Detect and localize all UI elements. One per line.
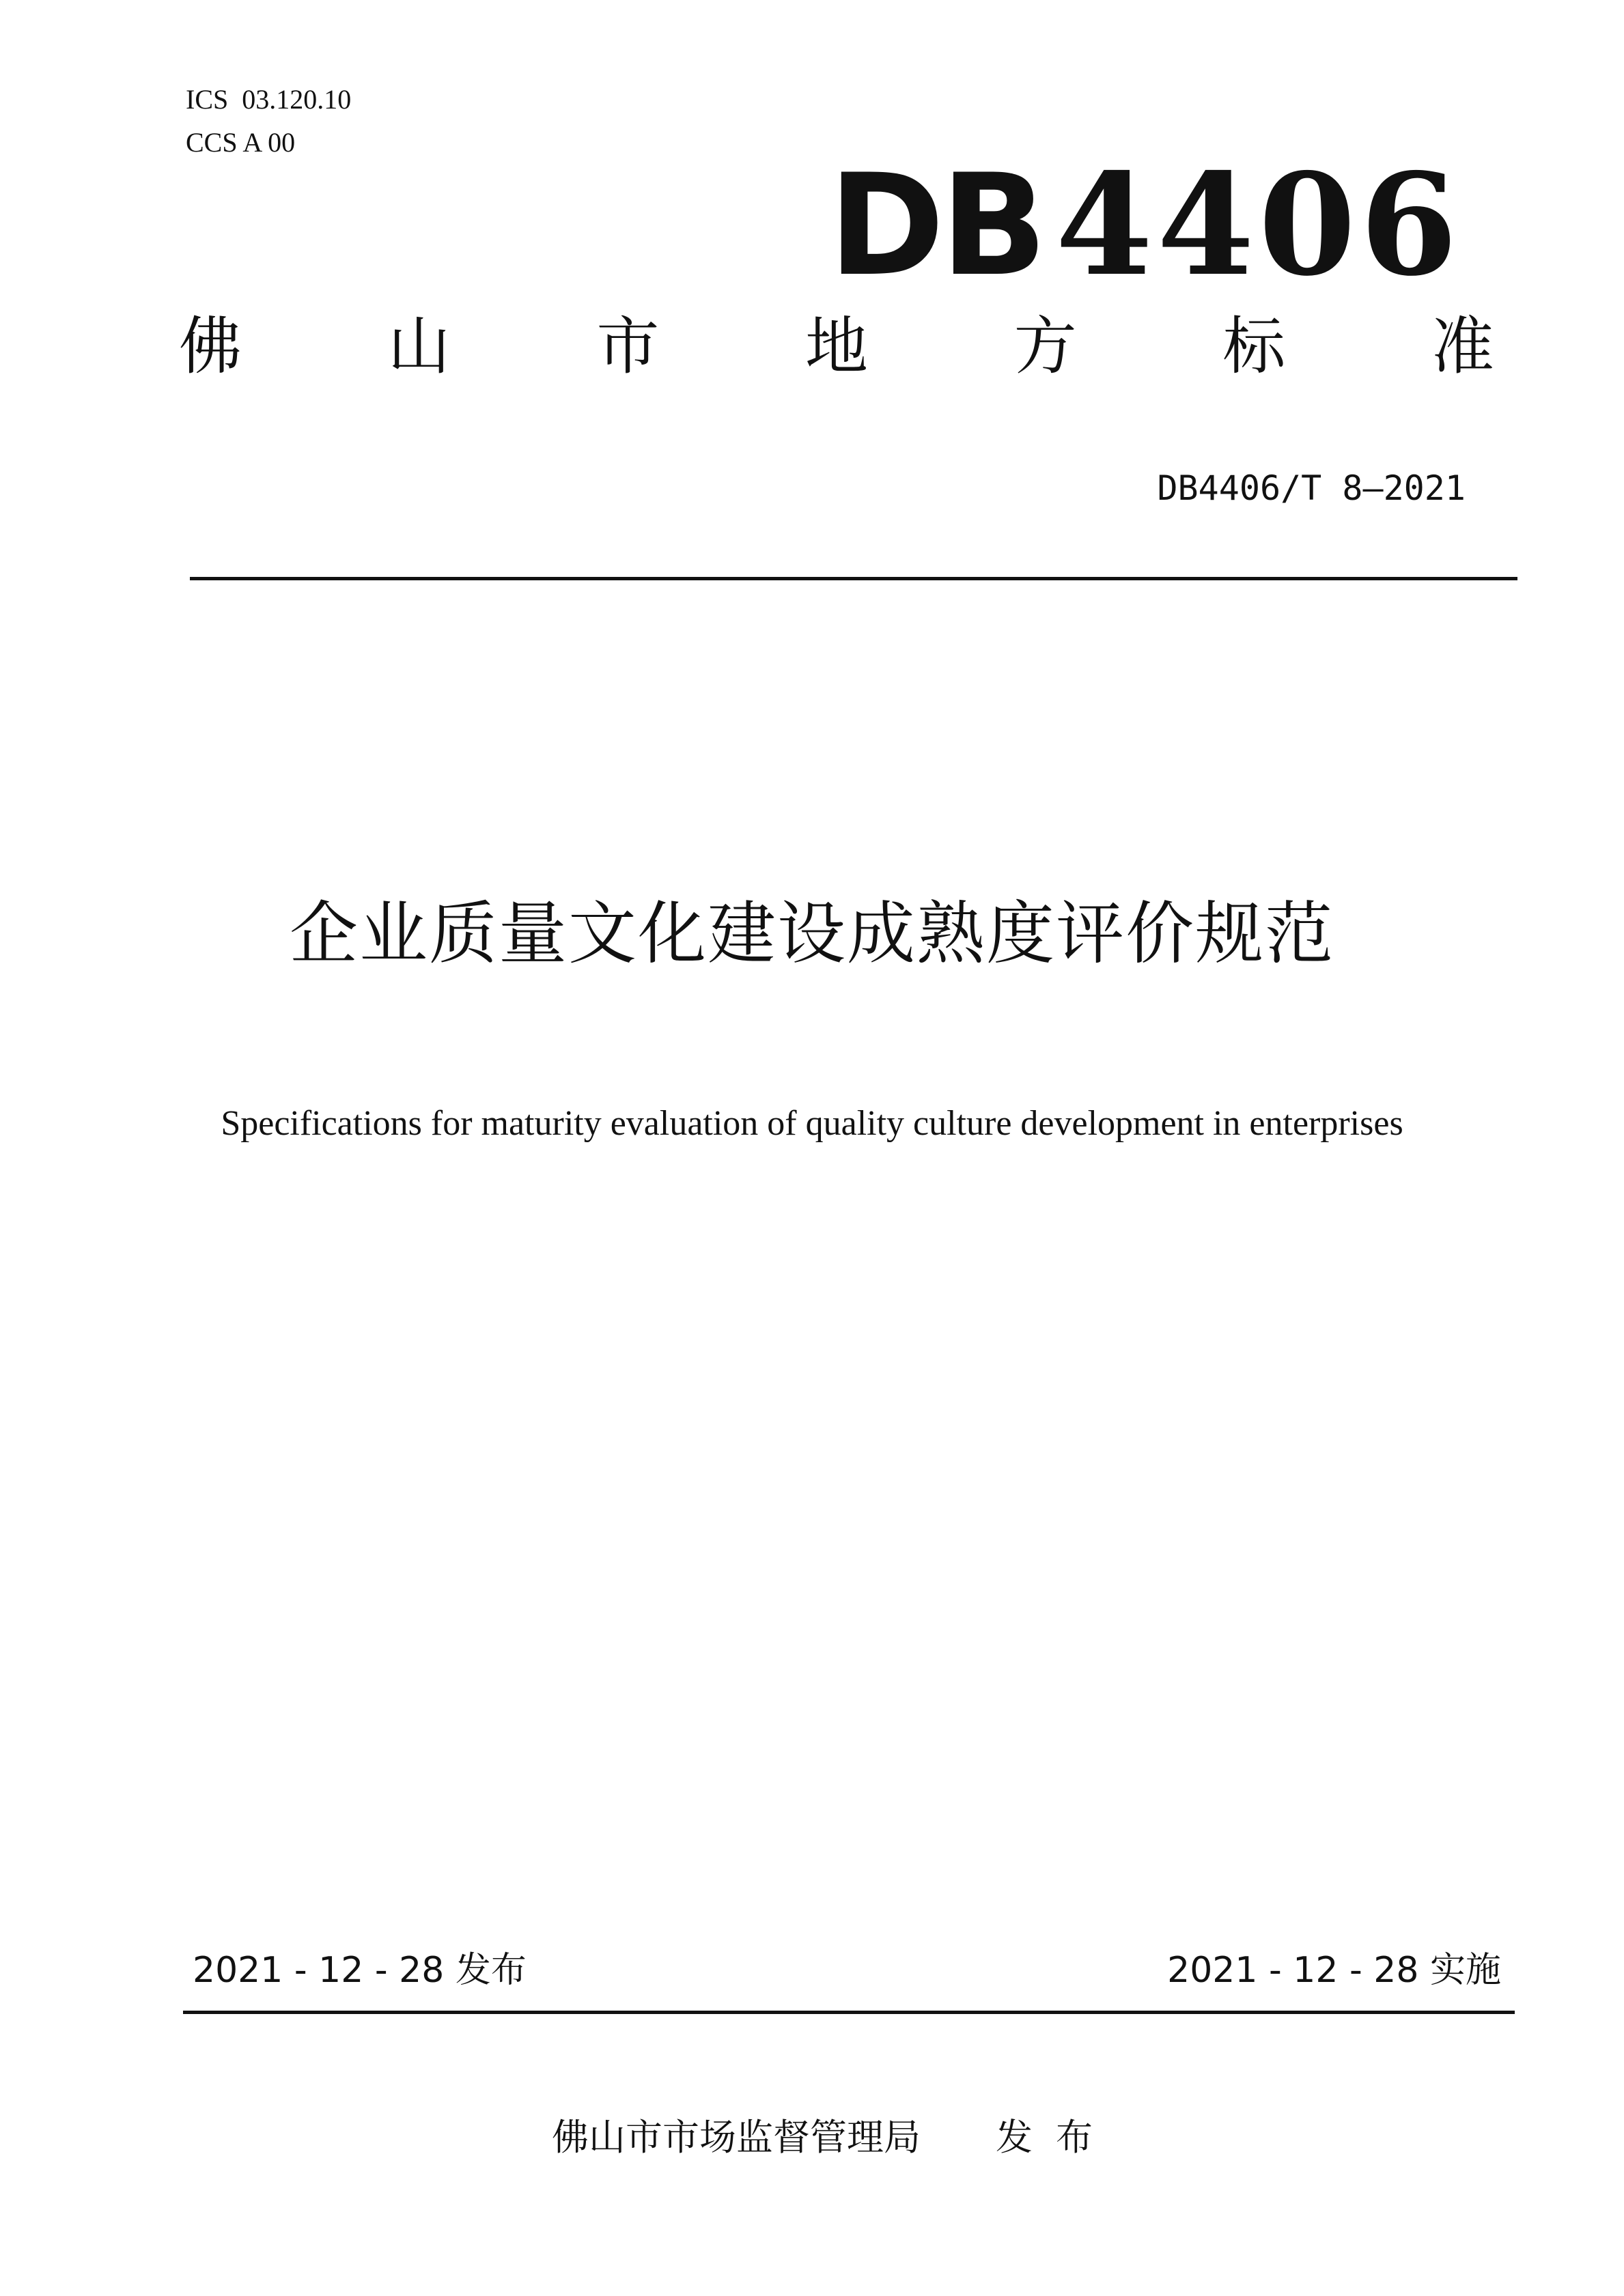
standard-type-char: 市 (596, 310, 660, 383)
ics-code: ICS 03.120.10 (186, 84, 352, 115)
db-logo-number: 4406 (1055, 143, 1461, 307)
implementation-date: 2021 - 12 - 28 实施 (1167, 1950, 1501, 1991)
bottom-divider (183, 2011, 1515, 2014)
standard-type-char: 山 (387, 310, 451, 383)
publisher-action: 发布 (996, 2116, 1116, 2159)
standard-type-char: 地 (804, 310, 868, 383)
title-chinese: 企业质量文化建设成熟度评价规范 (290, 894, 1334, 974)
standard-type-char: 佛 (179, 310, 242, 383)
top-divider (190, 577, 1517, 580)
db-logo (828, 143, 1461, 307)
standard-type-heading (179, 310, 1494, 383)
issue-date: 2021 - 12 - 28 发布 (193, 1950, 527, 1991)
publisher-line (552, 2116, 1116, 2159)
standard-number: DB4406/T 8—2021 (1157, 468, 1466, 508)
standard-type-char: 准 (1431, 310, 1494, 383)
standard-type-char: 方 (1013, 310, 1077, 383)
standard-type-char: 标 (1222, 310, 1286, 383)
title-english: Specifications for maturity evaluation of quality culture development in enterprises (221, 1104, 1403, 1143)
ccs-code: CCS A 00 (186, 127, 296, 158)
db-logo-letters: DB (828, 145, 1044, 307)
publisher-name: 佛山市市场监督管理局 (552, 2116, 921, 2159)
